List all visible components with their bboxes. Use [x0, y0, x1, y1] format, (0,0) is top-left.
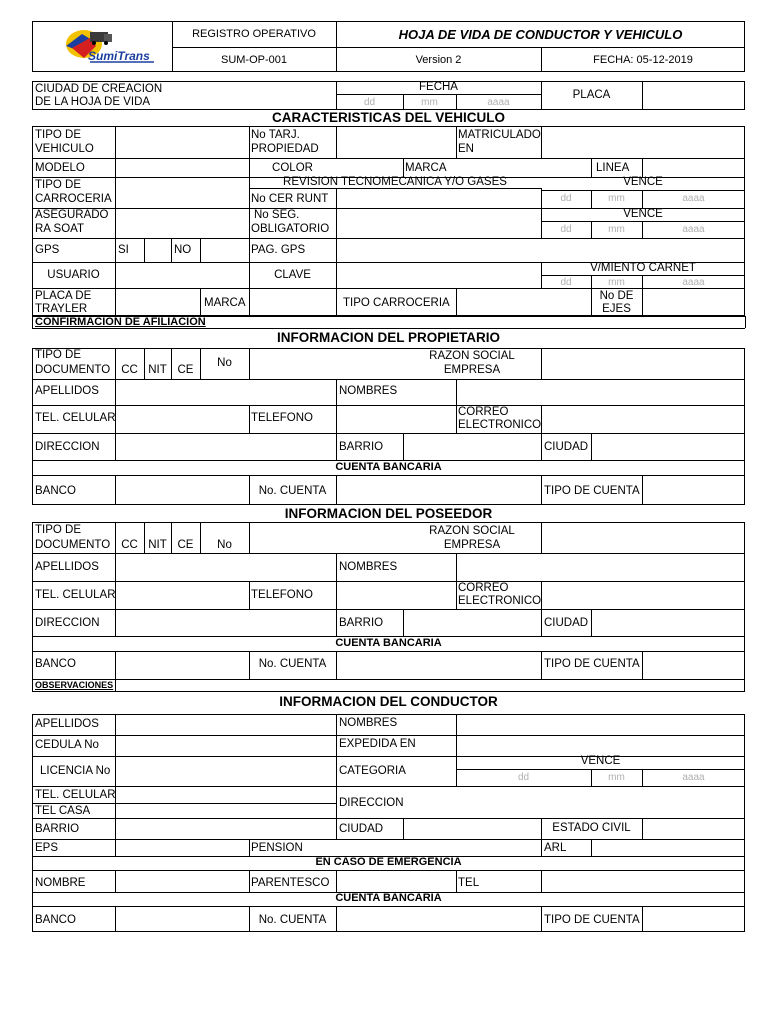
cond-licencia-aaaa: aaaa: [682, 772, 705, 783]
prop-apellidos-field[interactable]: [116, 380, 336, 405]
no-ejes-label-1: No DE: [599, 290, 634, 302]
header-code: SUM-OP-001: [220, 54, 288, 66]
gps-no-label: NO: [174, 244, 192, 256]
prop-correo-label-1: CORREO: [458, 406, 509, 418]
cond-parentesco-label: PARENTESCO: [251, 877, 330, 889]
cond-cedula-label: CEDULA No: [35, 739, 99, 751]
ciudad-creacion-label-1: CIUDAD DE CREACION: [35, 83, 163, 95]
conductor-section-title: INFORMACION DEL CONDUCTOR: [279, 694, 498, 709]
tipo-carroceria2-field[interactable]: [457, 289, 591, 316]
placa-field[interactable]: [643, 82, 744, 109]
cond-categoria-label: CATEGORIA: [339, 765, 406, 777]
prop-cuenta-bancaria-title: CUENTA BANCARIA: [335, 461, 442, 473]
tipo-vehiculo-label-2: VEHICULO: [35, 143, 94, 155]
prop-telefono-label: TELEFONO: [251, 412, 313, 424]
cond-ciudad-field[interactable]: [404, 819, 541, 839]
header-version: Version 2: [415, 54, 462, 66]
prop-tel-celular-label: TEL. CELULAR: [35, 412, 116, 424]
linea-field[interactable]: [643, 159, 744, 177]
cond-tel-casa-label: TEL CASA: [35, 805, 91, 817]
prop-ciudad-label: CIUDAD: [544, 441, 589, 453]
cond-eps-label: EPS: [35, 842, 59, 854]
pos-direccion-label: DIRECCION: [35, 617, 100, 629]
prop-tipo-doc-label-1: TIPO DE: [35, 349, 82, 361]
cond-estado-civil-field[interactable]: [643, 819, 744, 839]
cond-licencia-dd: dd: [517, 772, 530, 783]
pos-telefono-label: TELEFONO: [251, 589, 313, 601]
cond-emerg-tel-label: TEL: [458, 877, 480, 889]
pos-barrio-label: BARRIO: [339, 617, 384, 629]
prop-tel-celular-field[interactable]: [116, 406, 249, 433]
cond-emergencia-title: EN CASO DE EMERGENCIA: [315, 856, 462, 868]
vehiculo-section-title: CARACTERISTICAS DEL VEHICULO: [271, 110, 505, 125]
cond-no-cuenta-label: No. CUENTA: [258, 914, 327, 926]
pos-banco-label: BANCO: [35, 658, 76, 670]
matriculado-field[interactable]: [542, 127, 744, 158]
pos-correo-label-1: CORREO: [458, 582, 509, 594]
pos-barrio-field[interactable]: [404, 610, 541, 636]
carnet-aaaa: aaaa: [682, 277, 705, 288]
tipo-carroceria-label-1: TIPO DE: [35, 179, 82, 191]
pos-tipo-cuenta-field[interactable]: [643, 652, 744, 679]
pos-ce-option[interactable]: CE: [177, 539, 194, 551]
pos-no-label: No: [217, 539, 232, 551]
confirmacion-label: CONFIRMACION DE AFILIACION: [35, 316, 206, 328]
cer-runt-field[interactable]: [337, 189, 541, 208]
cond-no-cuenta-field[interactable]: [337, 907, 541, 932]
vmiento-carnet-label: V/MIENTO CARNET: [590, 262, 696, 274]
prop-no-cuenta-field[interactable]: [337, 476, 541, 505]
header-date: FECHA: 05-12-2019: [593, 54, 693, 66]
pos-correo-label-2: ELECTRONICO: [458, 595, 542, 607]
pos-ciudad-field[interactable]: [592, 610, 744, 636]
prop-razon-social-field[interactable]: [542, 349, 744, 379]
cond-tipo-cuenta-label: TIPO DE CUENTA: [544, 914, 640, 926]
prop-banco-label: BANCO: [35, 485, 76, 497]
pos-razon-social-label-2: EMPRESA: [443, 539, 501, 551]
matriculado-label-2: EN: [458, 143, 474, 155]
usuario-field[interactable]: [116, 263, 249, 288]
gps-no-checkbox[interactable]: [201, 239, 249, 262]
placa-trayler-field[interactable]: [116, 289, 200, 316]
seg-obligatorio-field[interactable]: [337, 209, 541, 238]
prop-direccion-field[interactable]: [116, 434, 336, 460]
linea-label: LINEA: [596, 162, 630, 174]
pos-no-cuenta-label: No. CUENTA: [258, 658, 327, 670]
no-ejes-field[interactable]: [643, 289, 744, 316]
clave-label: CLAVE: [274, 269, 311, 281]
seg-obligatorio-label-2: OBLIGATORIO: [251, 223, 330, 235]
cond-cuenta-bancaria-title: CUENTA BANCARIA: [335, 892, 442, 904]
pos-tel-celular-field[interactable]: [116, 582, 249, 609]
revision-aaaa: aaaa: [682, 193, 705, 204]
cond-expedida-label: EXPEDIDA EN: [339, 738, 416, 750]
tipo-carroceria-field[interactable]: [116, 178, 249, 208]
prop-barrio-field[interactable]: [404, 434, 541, 460]
fecha-mm: mm: [421, 97, 438, 108]
gps-si-label: SI: [118, 244, 129, 256]
revision-mm: mm: [608, 193, 625, 204]
pos-nombres-label: NOMBRES: [339, 561, 398, 573]
pag-gps-label: PAG. GPS: [251, 244, 306, 256]
tipo-vehiculo-field[interactable]: [116, 127, 249, 158]
pos-ciudad-label: CIUDAD: [544, 617, 589, 629]
trayler-marca-label: MARCA: [204, 297, 246, 309]
cond-pension-label: PENSION: [251, 842, 303, 854]
clave-field[interactable]: [337, 263, 541, 288]
asegurado-label-1: ASEGURADO: [35, 209, 109, 221]
soat-mm: mm: [608, 224, 625, 235]
ciudad-creacion-label-2: DE LA HOJA DE VIDA: [35, 96, 151, 108]
pos-nombres-field[interactable]: [457, 554, 744, 581]
pos-tipo-doc-label-1: TIPO DE: [35, 524, 82, 536]
color-field[interactable]: [337, 159, 403, 177]
cond-barrio-label: BARRIO: [35, 823, 80, 835]
pos-no-cuenta-field[interactable]: [337, 652, 541, 679]
pos-apellidos-field[interactable]: [116, 554, 336, 581]
soat-vence-label: VENCE: [623, 208, 663, 220]
prop-barrio-label: BARRIO: [339, 441, 384, 453]
cond-licencia-field[interactable]: [116, 757, 336, 786]
asegurado-label-2: RA SOAT: [35, 223, 84, 235]
logo-text: SumiTrans: [88, 49, 150, 63]
soat-aaaa: aaaa: [682, 224, 705, 235]
fecha-aaaa: aaaa: [487, 97, 510, 108]
cond-cedula-field[interactable]: [116, 736, 336, 756]
pos-telefono-field[interactable]: [337, 582, 456, 609]
cond-expedida-field[interactable]: [457, 736, 744, 756]
prop-no-cuenta-label: No. CUENTA: [258, 485, 327, 497]
revision-label: REVISION TECNOMECANICA Y/O GASES: [283, 176, 507, 188]
cond-arl-field[interactable]: [592, 840, 744, 856]
pos-nit-option[interactable]: NIT: [148, 539, 167, 551]
cond-nombres-field[interactable]: [457, 715, 744, 735]
cond-licencia-vence-label: VENCE: [580, 755, 621, 767]
cond-banco-field[interactable]: [116, 907, 249, 932]
gps-si-checkbox[interactable]: [145, 239, 171, 262]
cond-nombres-label: NOMBRES: [339, 717, 398, 729]
cond-tel-celular-field[interactable]: [116, 787, 336, 803]
prop-tipo-doc-label-2: DOCUMENTO: [35, 364, 111, 376]
cond-barrio-field[interactable]: [116, 819, 336, 839]
cond-pension-field[interactable]: [337, 840, 541, 856]
prop-razon-social-label-1: RAZON SOCIAL: [429, 350, 515, 362]
pos-razon-social-field[interactable]: [542, 523, 744, 553]
tarj-propiedad-field[interactable]: [337, 127, 456, 158]
prop-ce-option[interactable]: CE: [177, 364, 194, 376]
seg-obligatorio-label-1: No SEG.: [254, 209, 300, 221]
tipo-carroceria-label-2: CARROCERIA: [35, 193, 112, 205]
modelo-field[interactable]: [116, 159, 249, 177]
prop-correo-label-2: ELECTRONICO: [458, 419, 542, 431]
pos-razon-social-label-1: RAZON SOCIAL: [429, 525, 515, 537]
trayler-marca-field[interactable]: [250, 289, 336, 316]
fecha-label: FECHA: [419, 81, 458, 93]
header-title: HOJA DE VIDA DE CONDUCTOR Y VEHICULO: [398, 27, 683, 42]
prop-banco-field[interactable]: [116, 476, 249, 505]
prop-razon-social-label-2: EMPRESA: [443, 364, 501, 376]
soat-dd: dd: [560, 224, 572, 235]
tarj-propiedad-label-2: PROPIEDAD: [251, 143, 319, 155]
carnet-dd: dd: [560, 277, 572, 288]
cond-emerg-nombre-label: NOMBRE: [35, 877, 86, 889]
revision-dd: dd: [560, 193, 572, 204]
cond-ciudad-label: CIUDAD: [339, 823, 384, 835]
prop-cc-option[interactable]: CC: [121, 364, 138, 376]
pos-tel-celular-label: TEL. CELULAR: [35, 589, 116, 601]
pos-banco-field[interactable]: [116, 652, 249, 679]
tipo-vehiculo-label-1: TIPO DE: [35, 129, 82, 141]
cond-banco-label: BANCO: [35, 914, 76, 926]
placa-label: PLACA: [572, 89, 611, 101]
prop-tipo-cuenta-field[interactable]: [643, 476, 744, 505]
cond-emerg-tel-field[interactable]: [542, 871, 744, 892]
asegurado-field[interactable]: [116, 209, 249, 238]
header-dept: REGISTRO OPERATIVO: [192, 28, 316, 40]
modelo-label: MODELO: [35, 162, 85, 174]
tipo-carroceria2-label: TIPO CARROCERIA: [343, 297, 450, 309]
cond-tel-celular-label: TEL. CELULAR: [35, 789, 116, 801]
placa-trayler-label-1: PLACA DE: [35, 290, 92, 302]
cond-parentesco-field[interactable]: [337, 871, 456, 892]
prop-nombres-label: NOMBRES: [339, 385, 398, 397]
marca-label: MARCA: [405, 162, 447, 174]
pos-tipo-doc-label-2: DOCUMENTO: [35, 539, 111, 551]
observaciones-label: OBSERVACIONES: [35, 680, 114, 690]
prop-tipo-cuenta-label: TIPO DE CUENTA: [544, 485, 640, 497]
cond-direccion-field[interactable]: [457, 787, 744, 818]
usuario-label: USUARIO: [47, 269, 100, 281]
observaciones-field[interactable]: [116, 680, 744, 691]
prop-direccion-label: DIRECCION: [35, 441, 100, 453]
prop-apellidos-label: APELLIDOS: [35, 385, 99, 397]
no-ejes-label-2: EJES: [602, 303, 631, 315]
pos-doc-number-field[interactable]: [250, 523, 400, 553]
carnet-mm: mm: [608, 277, 625, 288]
pos-apellidos-label: APELLIDOS: [35, 561, 99, 573]
prop-correo-field[interactable]: [542, 406, 744, 433]
cond-emerg-nombre-field[interactable]: [116, 871, 249, 892]
cond-arl-label: ARL: [544, 842, 567, 854]
pos-direccion-field[interactable]: [116, 610, 336, 636]
prop-no-label: No: [217, 357, 232, 369]
pag-gps-field[interactable]: [337, 239, 744, 262]
prop-doc-number-field[interactable]: [250, 349, 400, 379]
cond-apellidos-field[interactable]: [116, 715, 336, 735]
revision-vence-label: VENCE: [623, 176, 663, 188]
prop-nombres-field[interactable]: [457, 380, 744, 405]
pos-cuenta-bancaria-title: CUENTA BANCARIA: [335, 637, 442, 649]
cond-estado-civil-label: ESTADO CIVIL: [552, 822, 631, 834]
cond-eps-field[interactable]: [116, 840, 249, 856]
cer-runt-label: No CER RUNT: [251, 193, 329, 205]
pos-correo-field[interactable]: [542, 582, 744, 609]
cond-tipo-cuenta-field[interactable]: [643, 907, 744, 932]
pos-cc-option[interactable]: CC: [121, 539, 138, 551]
cond-categoria-field[interactable]: [405, 757, 456, 786]
gps-label: GPS: [35, 244, 60, 256]
prop-ciudad-field[interactable]: [592, 434, 744, 460]
pos-tipo-cuenta-label: TIPO DE CUENTA: [544, 658, 640, 670]
placa-trayler-label-2: TRAYLER: [35, 303, 88, 315]
color-label: COLOR: [272, 162, 313, 174]
prop-telefono-field[interactable]: [337, 406, 456, 433]
cond-licencia-label: LICENCIA No: [40, 765, 111, 777]
cond-licencia-mm: mm: [608, 772, 625, 783]
matriculado-label-1: MATRICULADO: [458, 129, 541, 141]
cond-apellidos-label: APELLIDOS: [35, 718, 99, 730]
tarj-propiedad-label-1: No TARJ.: [251, 129, 300, 141]
propietario-section-title: INFORMACION DEL PROPIETARIO: [276, 330, 500, 345]
marca-field[interactable]: [456, 159, 591, 177]
prop-nit-option[interactable]: NIT: [148, 364, 167, 376]
cond-direccion-label: DIRECCION: [339, 797, 404, 809]
poseedor-section-title: INFORMACION DEL POSEEDOR: [284, 506, 493, 521]
cond-tel-casa-field[interactable]: [116, 804, 336, 818]
fecha-dd: dd: [363, 97, 376, 108]
